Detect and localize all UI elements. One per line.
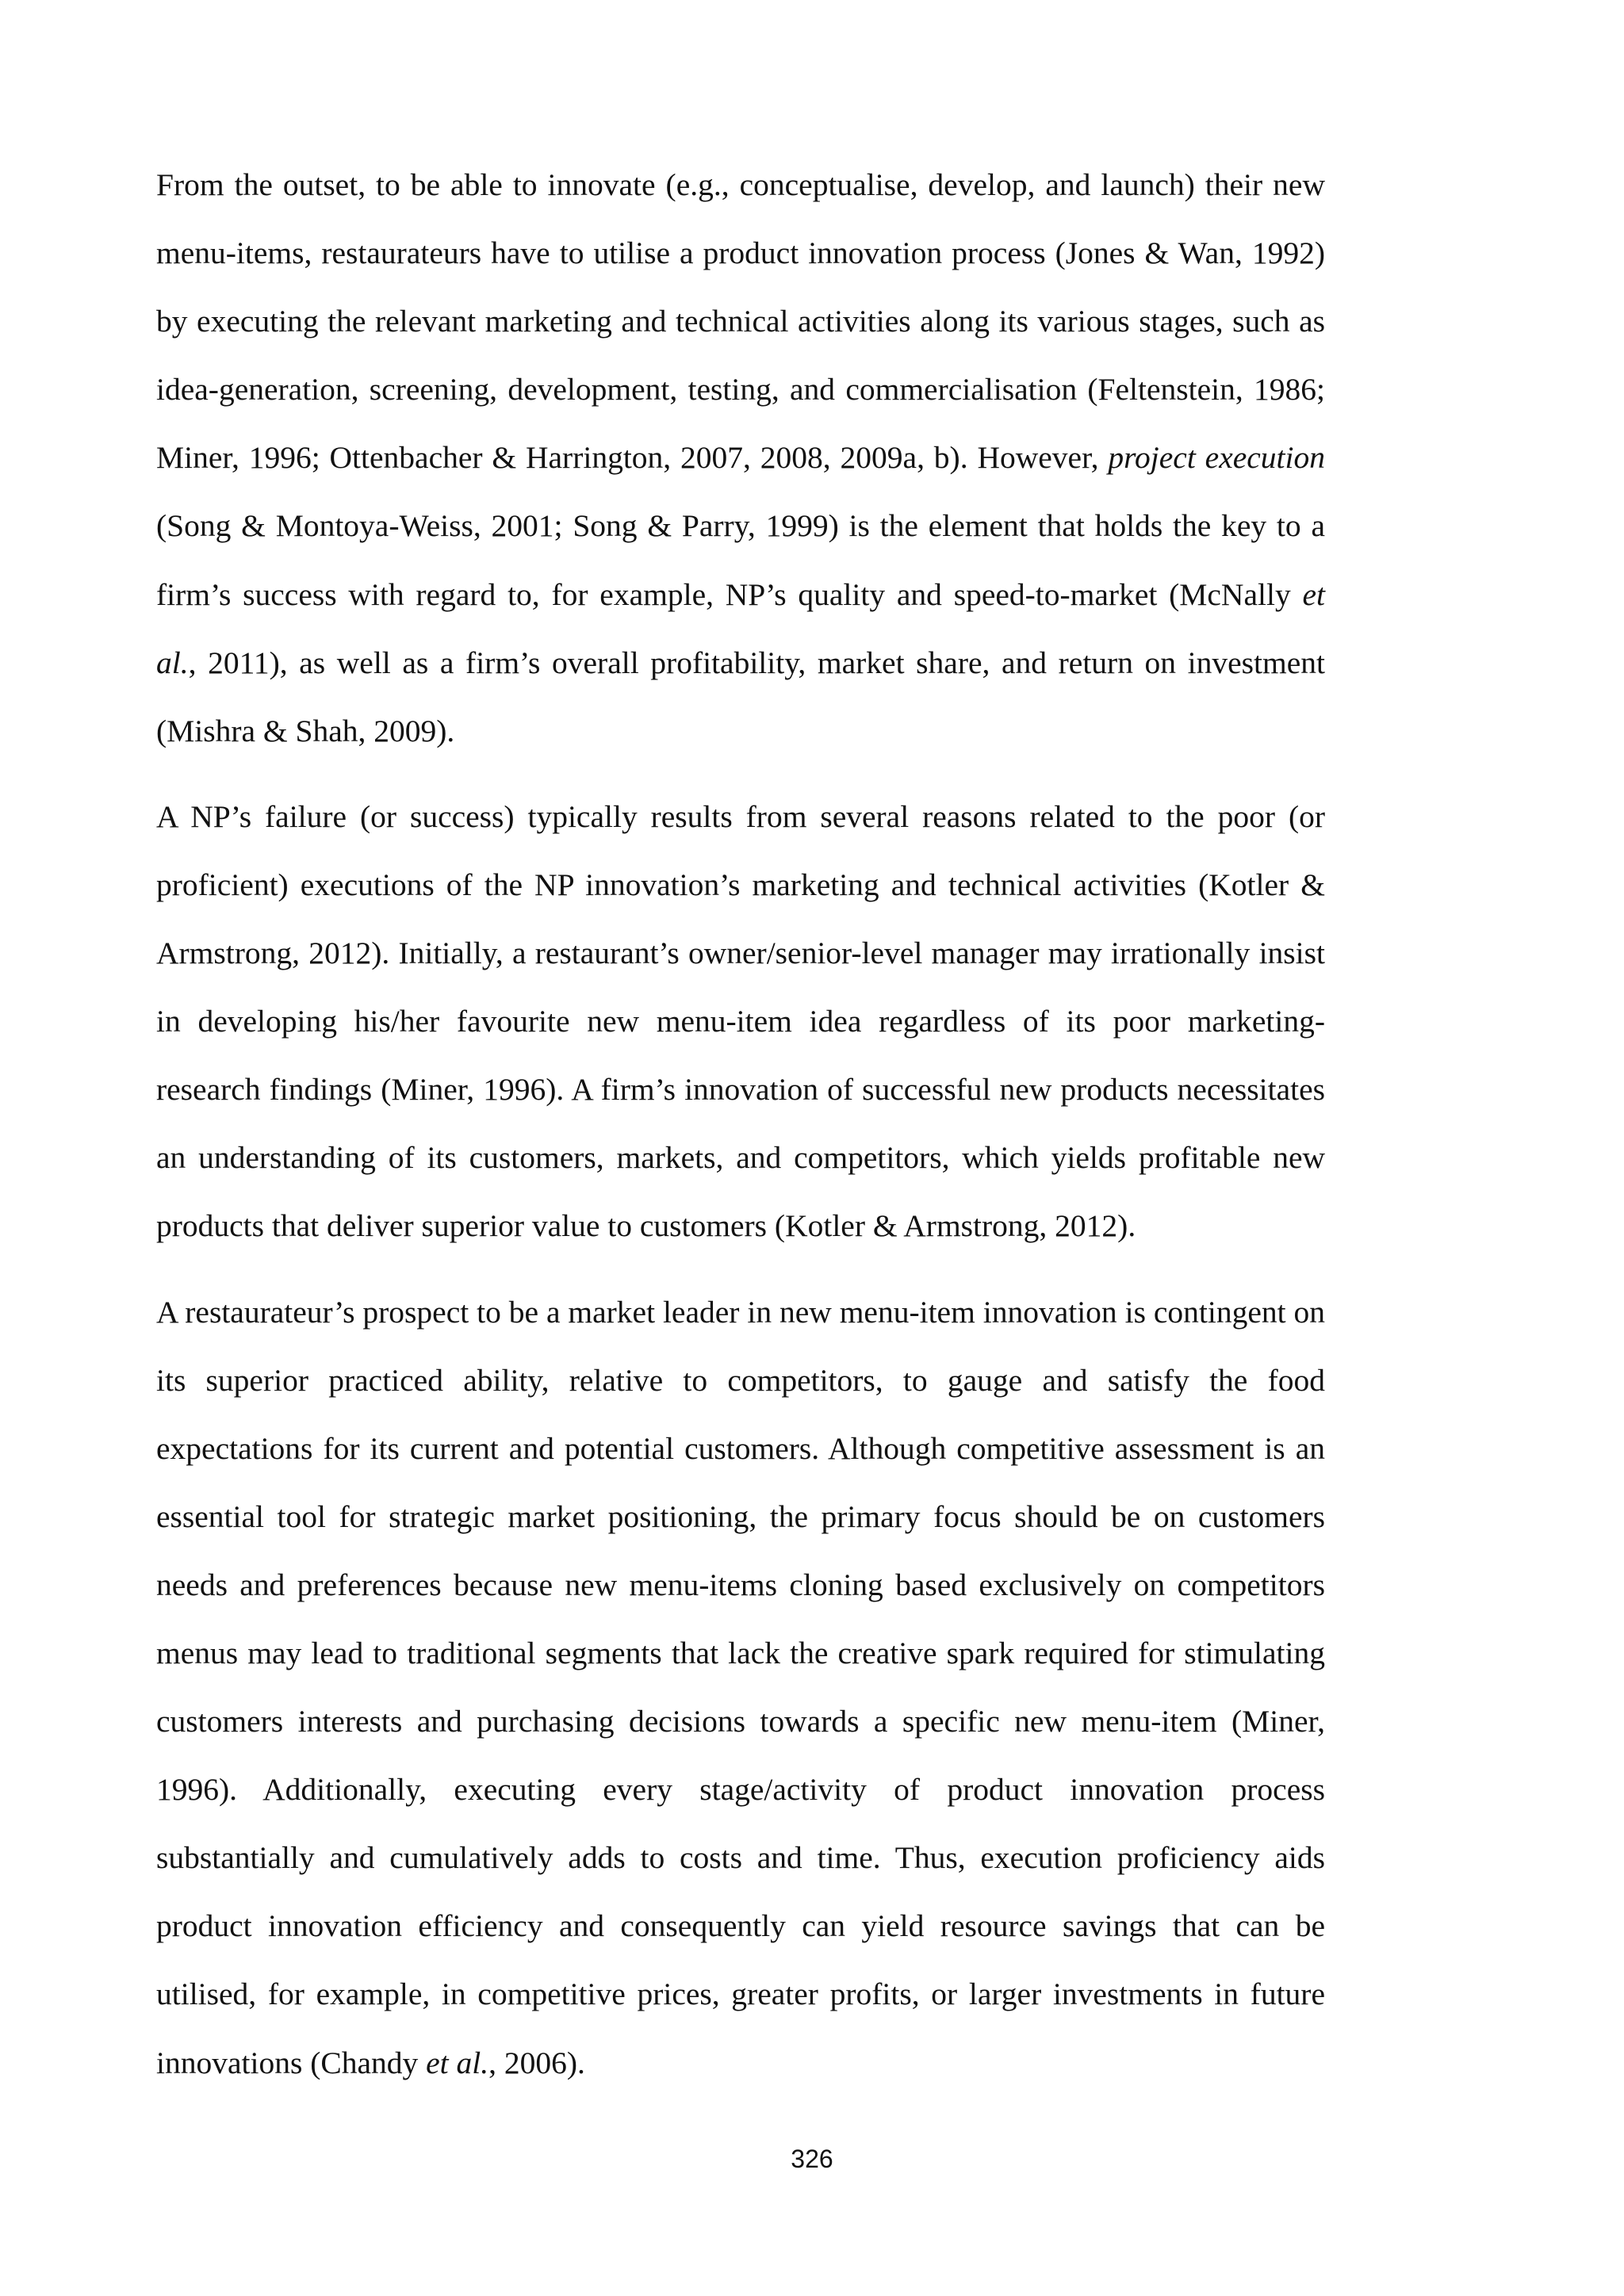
italic-et-al: et al. xyxy=(156,576,1325,680)
paragraph-3-text: A restaurateur’s prospect to be a market leader in new menu-item innovation is contingent on its superior practiced ability, relative to competitors, to gauge and satisfy the food expectations for its current and potential customers. Although competitive assessment is an essential tool for strategic market positioning, the primary focus should be on customers needs and preferences because new menu-items cloning based exclusively on competitors menus may lead to traditional segments that lack the creative spark required for stimulating customers interests and purchasing decisions towards a specific new menu-item (Miner, 1996). Additionally, executing every stage/activity of product innovation process substantially and cumulatively adds to costs and time. Thus, execution proficiency aids product innovation efficiency and consequently can yield resource savings that can be utilised, for example, in competitive prices, greater profits, or larger investments in future innovations (Chandy xyxy=(156,1294,1325,2080)
paragraph-2-text: A NP’s failure (or success) typically results from several reasons related to the poor (or proficient) executions of the NP innovation’s marketing and technical activities (Kotler & Armstrong, 2012). Initially, a restaurant’s owner/senior-level manager may irrationally insist in developing his/her favourite new menu-item idea regardless of its poor marketing-research findings (Miner, 1996). A firm’s innovation of successful new products necessitates an understanding of its customers, markets, and competitors, which yields profitable new products that deliver superior value to customers (Kotler & Armstrong, 2012). xyxy=(156,798,1325,1244)
page-number: 326 xyxy=(791,2145,833,2173)
paragraph-2 xyxy=(156,783,1325,1261)
document-body xyxy=(156,151,1325,2114)
paragraph-1-text: (Song & Montoya-Weiss, 2001; Song & Parry, 1999) is the element that holds the key to a firm’s success with regard to, for example, NP’s quality and speed-to-market (McNally xyxy=(156,508,1325,612)
italic-term-project-execution: project execution xyxy=(1108,440,1326,476)
paragraph-3-text: , 2006). xyxy=(488,2045,585,2080)
paragraph-3 xyxy=(156,1278,1325,2097)
paragraph-1-text: , 2011), as well as a firm’s overall profitability, market share, and return on investment (Mishra & Shah, 2009). xyxy=(156,645,1325,748)
italic-et-al: et al. xyxy=(426,2045,489,2080)
paragraph-1-text: From the outset, to be able to innovate (e.g., conceptualise, develop, and launch) their new menu-items, restaurateurs have to utilise a product innovation process (Jones & Wan, 1992) by executing the relevant marketing and technical activities along its various stages, such as idea-generation, screening, development, testing, and commercialisation (Feltenstein, 1986; Miner, 1996; Ottenbacher & Harrington, 2007, 2008, 2009a, b). However, xyxy=(156,167,1325,476)
paragraph-1 xyxy=(156,151,1325,765)
